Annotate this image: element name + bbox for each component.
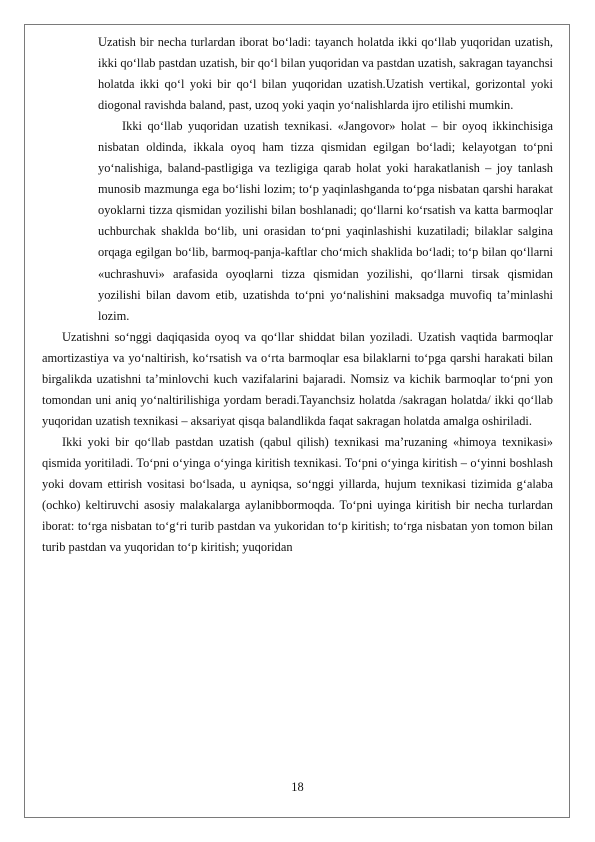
document-body (42, 32, 553, 558)
paragraph-uzatish-turlari: Uzatish bir necha turlardan iborat bo‘ladi: tayanch holatda ikki qo‘llab yuqoridan uzatish, ikki qo‘llab pastdan uzatish, bir qo‘l bilan yuqoridan va pastdan uzatish, sakragan tayanchsi holatda ikki qo‘l yoki bir qo‘l bilan yuqoridan uzatish.Uzatish vertikal, gorizontal yoki diogonal ravishda baland, past, uzoq yoki yaqin yo‘nalishlarda ijro etilishi mumkin. (98, 35, 553, 113)
paragraph-songgi-daqiqa: Uzatishni so‘nggi daqiqasida oyoq va qo‘llar shiddat bilan yoziladi. Uzatish vaqtida barmoqlar amortizastiya va yo‘naltirish, ko‘rsatish va o‘rta barmoqlar esa bilaklarni to‘pga qarshi harakati bilan birgalikda uzatishni ta’minlovchi kuch vazifalarini bajaradi. Nomsiz va kichik barmoqlar to‘pni yon tomondan uni aniq yo‘naltirilishiga yordam beradi.Tayanchsiz holatda /sakragan holatda/ ikki qo‘llab yuqoridan uzatish texnikasi – aksariyat qisqa balandlikda faqat sakragan holatda amalga oshiriladi. (42, 329, 553, 428)
page-number: 18 (291, 780, 304, 794)
paragraph-pastdan-uzatish: Ikki yoki bir qo‘llab pastdan uzatish (qabul qilish) texnikasi ma’ruzaning «himoya texnikasi» qismida yoritiladi. To‘pni o‘yinga o‘yinga kiritish texnikasi. To‘pni o‘yinga kiritish – o‘yinni boshlash yoki dovam ettirish vositasi bo‘lsada, u ayniqsa, so‘nggi yillarda, hujum texnikasi tizimida g‘alaba (ochko) keltiruvchi asosiy malakalarga aylanibbormoqda. To‘pni uyinga kiritish bir necha turlardan iborat: to‘rga nisbatan to‘g‘ri turib pastdan va yukoridan to‘p kiritish; to‘rga nisbatan yon tomon bilan turib pastdan va yuqoridan to‘p kiritish; yuqoridan (42, 434, 553, 555)
paragraph-ikki-qollab-yuqoridan: Ikki qo‘llab yuqoridan uzatish texnikasi. «Jangovor» holat – bir oyoq ikkinchisiga nisbatan oldinda, ikkala oyoq ham tizza qismidan egilgan bo‘ladi; kelayotgan to‘pni yo‘nalishiga, baland-pastligiga va tezligiga qarab holat yoki harakatlanish – joy tanlash munosib mazmunga ega bo‘lishi lozim; to‘p yaqinlashganda to‘pga nisbatan qarshi harakat oyoklarni tizza qismidan yozilishi bilan boshlanadi; qo‘llarni ko‘rsatish va katta barmoqlar uchburchak shaklda bo‘lib, uni orasidan to‘pni yaqinlashishi kuzatiladi; bilaklar salgina orqaga egilgan bo‘lib, barmoq-panja-kaftlar cho‘mich shaklida bo‘ladi; to‘p bilan qo‘llarni «uchrashuvi» arafasida oyoqlarni tizza qismidan yozilishi, qo‘llarni tirsak qismidan yozilishi bilan davom etib, uzatishda to‘pni yo‘nalishini maksadga muvofiq ta’minlashi lozim. (98, 119, 553, 323)
